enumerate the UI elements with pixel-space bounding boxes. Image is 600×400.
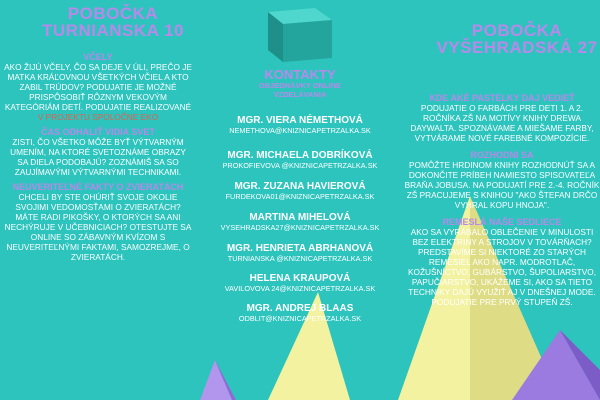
right-section-3	[404, 218, 600, 307]
section-heading: ČAS ODHALIŤ VIDIA SVET	[41, 127, 155, 137]
section-heading: KDE AKÉ PASTELKY DAJ VEDIEŤ	[429, 93, 575, 103]
section-heading: REMESLÁ NAŠE SEDLIECE	[442, 217, 562, 227]
contact-6	[200, 273, 400, 293]
contact-7	[200, 303, 400, 323]
pyramid-purple-left	[200, 360, 232, 400]
contact-name: MGR. ZUZANA HAVIEROVÁ	[234, 181, 366, 192]
left-section-3	[4, 183, 192, 262]
contact-email[interactable]: VYSEHRADSKA27@KNIZNICAPETRZALKA.SK	[220, 223, 380, 232]
section-heading: NEUVERITEĽNÉ FAKTY O ZVIERATÁCH	[12, 182, 184, 192]
subtitle-line-1: OBJEDNÁVKY ONLINE	[258, 81, 342, 90]
contact-email[interactable]: FURDEKOVA01@KNIZNICAPETRZALKA.SK	[225, 192, 375, 201]
section-text: POMÔŽTE HRDINOM KNIHY ROZHODNÚŤ SA A DOKONČITE PRÍBEH NAMIESTO SPISOVATEĽA BRAŇA JOBUSA. NA PODUJATÍ PRE 2.-4. ROČNÍK ZŠ PRACUJEME S KNIHOU "AKO ŠTEFAN DRČO VYHRAL KOPU HNOJA".	[404, 160, 600, 210]
contact-4	[200, 212, 400, 232]
section-heading: ROZHODNI SA	[470, 150, 534, 160]
left-section-2	[4, 128, 192, 177]
section-text: AKO SA VYRÁBALO OBLEČENIE V MINULOSTI BEZ ELEKTRINY A STROJOV V TOVÁRŇACH? PREDSTAVÍME SI NIEKTORÉ ZO STARÝCH REMESIEL AKO NAPR. MODROTLAČ, KOŽUŠNÍCTVO, GUBÁRSTVO, ŠUPOLIARSTVO, PAPUČIARSTVO, UKÁŽEME SI, AKO SA TIETO TECHNIKY DAJÚ VYUŽIŤ AJ V DNEŠNEJ MODE. PODUJATIE PRE PRVÝ STUPEŇ ZŠ.	[407, 227, 597, 307]
contact-email[interactable]: TURNIANSKA @KNIZNICAPETRZALKA.SK	[227, 254, 373, 263]
contact-name: MGR. MICHAELA DOBRÍKOVÁ	[227, 150, 373, 161]
right-column	[404, 0, 600, 307]
right-section-2	[404, 151, 600, 210]
contact-email[interactable]: ODBLIT@KNIZNICAPETRZALKA.SK	[238, 314, 362, 323]
contacts-column	[200, 0, 400, 323]
section-text	[4, 62, 192, 122]
project-highlight: V PROJEKTU SPOLOČNE EKO	[37, 112, 159, 122]
contact-name: HELENA KRAUPOVÁ	[249, 273, 351, 284]
section-text: PODUJATIE O FARBÁCH PRE DETI 1. A 2. ROČNÍKA ZŠ NA MOTÍVY KNIHY DREWA DAYWALTA. SPOZNÁVAME A MIEŠAME FARBY, VYTVÁRAME NOVÉ FAREBNÉ KOMPOZÍCIE.	[410, 103, 594, 143]
section-heading: VČELY	[83, 52, 113, 62]
subtitle-line-2: VZDELÁVANIA	[273, 90, 327, 99]
section-text: CHCELI BY STE OHÚRIŤ SVOJE OKOLIE SVOJIMI VEDOMOSŤAMI O ZVIERATÁCH? MÁTE RADI PIKOŠKY, O KTORÝCH SA ANI NECHÝRUJE V UČEBNICIACH? OTESTUJTE SA ONLINE SO ZÁBAVNÝM KVÍZOM S NEUVERITEĽNÝMI FAKTAMI, SAMOZREJME, O ZVIERATÁCH.	[4, 192, 192, 262]
left-title-line-1: POBOČKA	[67, 4, 159, 23]
contact-name: MARTINA MIHELOVÁ	[249, 212, 351, 223]
right-title-line-1: POBOČKA	[471, 21, 563, 40]
contact-email[interactable]: NEMETHOVA@KNIZNICAPETRZALKA.SK	[229, 126, 371, 135]
contact-3	[200, 181, 400, 201]
right-title-line-2: VYŠEHRADSKÁ 27	[436, 38, 598, 57]
contact-email[interactable]: VAVILOVOVA 24@KNIZNICAPETRZALKA.SK	[224, 284, 376, 293]
left-column	[4, 0, 192, 262]
contact-name: MGR. VIERA NÉMETHOVÁ	[237, 115, 363, 126]
contact-2	[200, 150, 400, 170]
contacts-subtitle	[200, 81, 400, 99]
contact-1	[200, 115, 400, 135]
right-section-1	[404, 94, 600, 143]
contact-name: MGR. HENRIETA ABRHANOVÁ	[226, 243, 374, 254]
contact-5	[200, 243, 400, 263]
left-title-line-2: TURNIANSKA 10	[42, 21, 184, 40]
section-body: AKO ŽIJÚ VČELY, ČO SA DEJE V ÚLI, PREČO JE MATKA KRÁĽOVNOU VŠETKÝCH VČIEL A KTO ZABIL TRÚDOV? PODUJATIE JE MOŽNÉ PRISPÔSOBIŤ RÔZNYM VEKOVÝM KATEGÓRIÁM DETÍ. PODUJATIE REALIZOVANÉ	[4, 62, 192, 112]
right-branch-title	[434, 22, 600, 56]
left-section-1	[4, 53, 192, 122]
contact-email[interactable]: PROKOFIEVOVA @KNIZNICAPETRZALKA.SK	[222, 161, 378, 170]
contact-name: MGR. ANDREJ BLAAS	[246, 303, 354, 314]
left-branch-title	[34, 5, 192, 39]
section-text: ZISTI, ČO VŠETKO MÔŽE BYŤ VÝTVARNÝM UMENÍM, NA KTORÉ SVETOZNÁME OBRAZY SA DIELA PODOBAJÚ? ZOZNÁMIŠ SA SO ZAUJÍMAVÝMI VÝTVARNÝMI TECHNIKAMI.	[10, 137, 186, 177]
contacts-title: KONTAKTY	[264, 67, 336, 82]
